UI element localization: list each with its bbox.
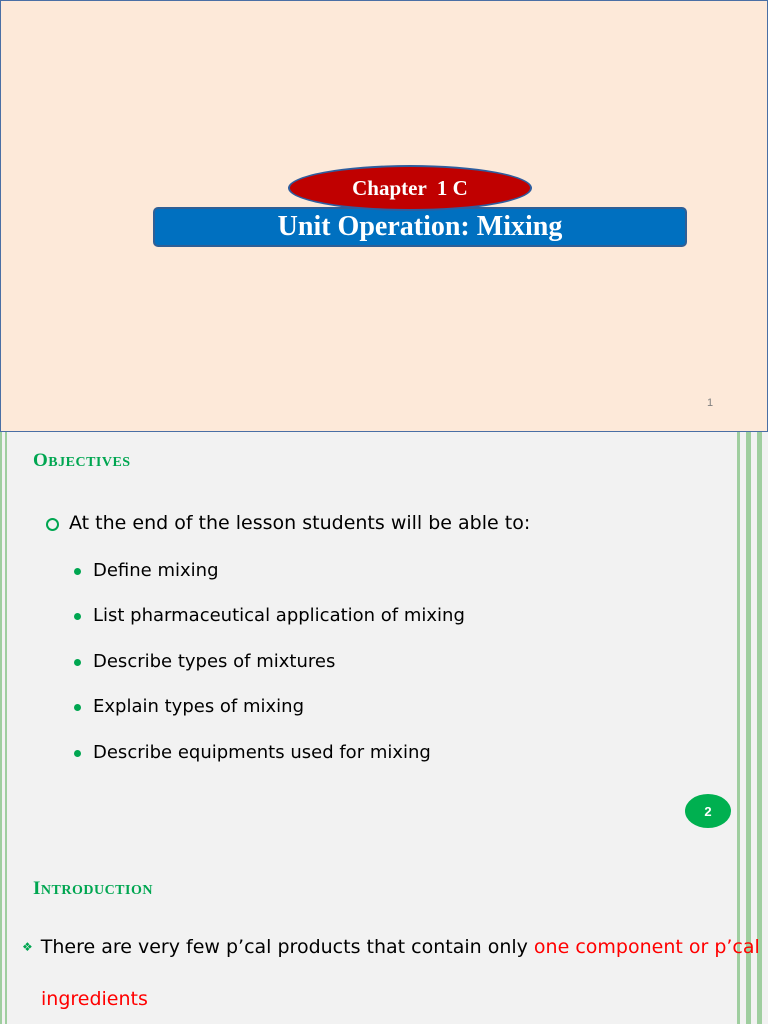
list-item bbox=[74, 742, 431, 763]
diamond-bullet-icon: ❖ bbox=[22, 940, 33, 954]
dot-bullet-icon bbox=[74, 750, 81, 757]
title-slide bbox=[0, 0, 768, 432]
intro-text: There are very few p’cal products that contain only bbox=[40, 936, 534, 958]
intro-highlight: one component or p’cal bbox=[533, 936, 760, 958]
list-item bbox=[74, 696, 304, 717]
chapter-label: Chapter 1 C bbox=[288, 165, 532, 211]
dot-bullet-icon bbox=[74, 704, 81, 711]
list-item-text: Describe types of mixtures bbox=[93, 651, 336, 672]
ring-bullet-icon bbox=[46, 518, 59, 531]
list-item bbox=[74, 560, 219, 581]
introduction-heading-initial: I bbox=[33, 878, 41, 899]
objectives-slide bbox=[0, 432, 768, 1024]
list-item-text: Describe equipments used for mixing bbox=[93, 742, 431, 763]
dot-bullet-icon bbox=[74, 613, 81, 620]
dot-bullet-icon bbox=[74, 659, 81, 666]
objectives-heading-rest: BJECTIVES bbox=[48, 455, 131, 470]
list-item-text: Define mixing bbox=[93, 560, 219, 581]
lead-bullet bbox=[46, 512, 530, 534]
list-item-text: List pharmaceutical application of mixing bbox=[93, 605, 465, 626]
slide-number: 1 bbox=[707, 397, 714, 409]
left-border-rule-inner bbox=[5, 432, 7, 1024]
slide-title: Unit Operation: Mixing bbox=[153, 207, 687, 247]
list-item bbox=[74, 651, 335, 672]
list-item-text: Explain types of mixing bbox=[93, 696, 305, 717]
dot-bullet-icon bbox=[74, 568, 81, 575]
intro-paragraph bbox=[22, 936, 760, 958]
intro-highlight-continuation: ingredients bbox=[41, 988, 148, 1010]
introduction-heading bbox=[33, 878, 153, 900]
objectives-heading-initial: O bbox=[33, 450, 49, 471]
page-number-badge: 2 bbox=[685, 794, 731, 828]
objectives-heading bbox=[33, 450, 131, 472]
list-item bbox=[74, 605, 465, 626]
introduction-heading-rest: NTRODUCTION bbox=[40, 883, 153, 898]
lead-text: At the end of the lesson students will be able to: bbox=[69, 512, 531, 534]
left-border-rule bbox=[0, 432, 2, 1024]
